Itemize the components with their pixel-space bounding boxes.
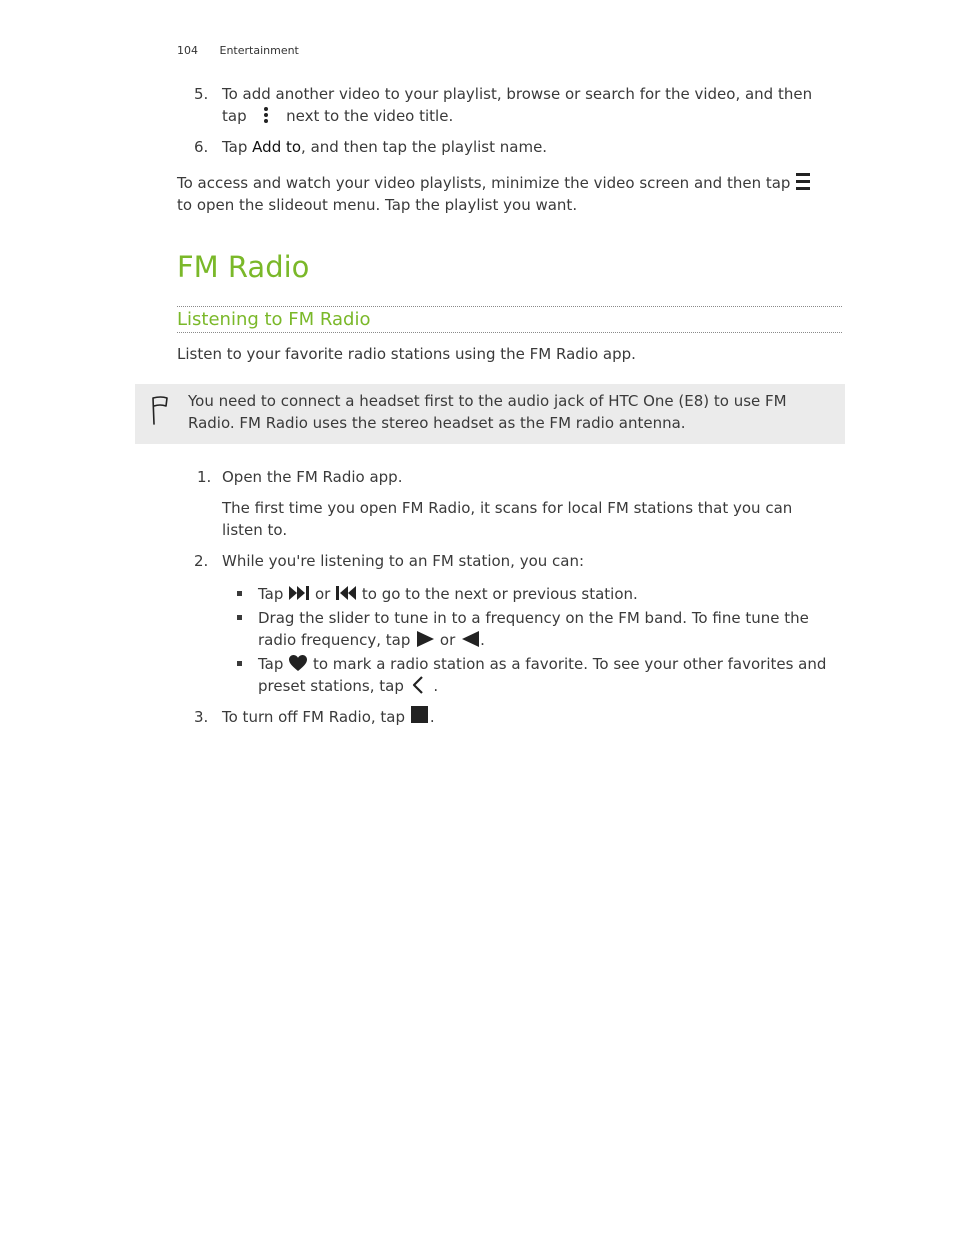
bullet-text-pre: Tap — [258, 655, 284, 673]
bullet-text-post: to mark a radio station as a favorite. To see your other favorites and — [312, 655, 827, 673]
menu-icon — [795, 172, 811, 192]
bullet-text-pre: radio frequency, tap — [258, 631, 411, 649]
note-line: You need to connect a headset first to the audio jack of HTC One (E8) to use FM — [188, 392, 787, 410]
bullet-text-post: to go to the next or previous station. — [361, 585, 638, 603]
note-flag-icon — [149, 394, 171, 426]
section-intro: Listen to your favorite radio stations using the FM Radio app. — [177, 345, 636, 363]
bullet-text — [258, 583, 638, 605]
bullet-text-pre: Tap — [258, 585, 284, 603]
step-text-pre: Tap — [222, 138, 253, 156]
step-text-post: , and then tap the playlist name. — [301, 138, 548, 156]
step-text-post: . — [429, 708, 435, 726]
step-detail-line2: listen to. — [222, 521, 288, 539]
step-detail-line1: The first time you open FM Radio, it scans for local FM stations that you can — [222, 499, 793, 517]
access-paragraph-line1 — [177, 172, 811, 194]
bullet-marker — [237, 661, 242, 666]
skip-previous-icon — [335, 585, 357, 601]
section-name: Entertainment — [219, 44, 299, 57]
bullet-text — [258, 653, 826, 675]
bullet-marker — [237, 591, 242, 596]
note-box — [135, 384, 845, 444]
bullet-text-mid: or — [439, 631, 456, 649]
play-left-icon — [460, 630, 480, 648]
step-text — [222, 706, 435, 728]
step-number: 6. — [194, 138, 209, 156]
chevron-left-icon — [409, 675, 429, 695]
heart-icon — [288, 654, 308, 672]
access-text: To access and watch your video playlists, minimize the video screen and then tap — [177, 174, 791, 192]
step-text-pre: tap — [222, 107, 247, 125]
step-text: While you're listening to an FM station, you can: — [222, 552, 585, 570]
note-line: Radio. FM Radio uses the stereo headset as the FM radio antenna. — [188, 414, 686, 432]
step-text-post: next to the video title. — [286, 107, 454, 125]
bullet-marker — [237, 615, 242, 620]
page-number: 104 — [177, 44, 198, 57]
subsection-title: Listening to FM Radio — [177, 309, 371, 330]
bullet-text-line2 — [258, 675, 438, 697]
section-title: FM Radio — [177, 250, 310, 284]
note-text — [188, 390, 828, 434]
divider — [177, 332, 842, 333]
more-vertical-icon — [251, 106, 281, 124]
skip-next-icon — [288, 585, 310, 601]
step-number: 3. — [194, 708, 209, 726]
bullet-text-post: . — [480, 631, 485, 649]
bullet-text-mid: or — [314, 585, 331, 603]
step-number: 5. — [194, 85, 209, 103]
step-text: To add another video to your playlist, browse or search for the video, and then — [222, 85, 813, 103]
step-text — [222, 136, 547, 158]
add-to-label: Add to — [252, 138, 302, 156]
step-number: 1. — [197, 468, 212, 486]
divider — [177, 306, 842, 307]
page-header — [177, 44, 299, 57]
step-text-pre: To turn off FM Radio, tap — [222, 708, 406, 726]
bullet-text-post: . — [433, 677, 439, 695]
stop-icon — [410, 706, 430, 724]
bullet-text-line2 — [258, 629, 485, 651]
step-text: Open the FM Radio app. — [222, 468, 403, 486]
bullet-text-pre: preset stations, tap — [258, 677, 404, 695]
play-right-icon — [415, 630, 435, 648]
bullet-text: Drag the slider to tune in to a frequency on the FM band. To fine tune the — [258, 609, 809, 627]
step-text-line2 — [222, 105, 453, 127]
access-paragraph-line2: to open the slideout menu. Tap the playlist you want. — [177, 196, 578, 214]
step-number: 2. — [194, 552, 209, 570]
